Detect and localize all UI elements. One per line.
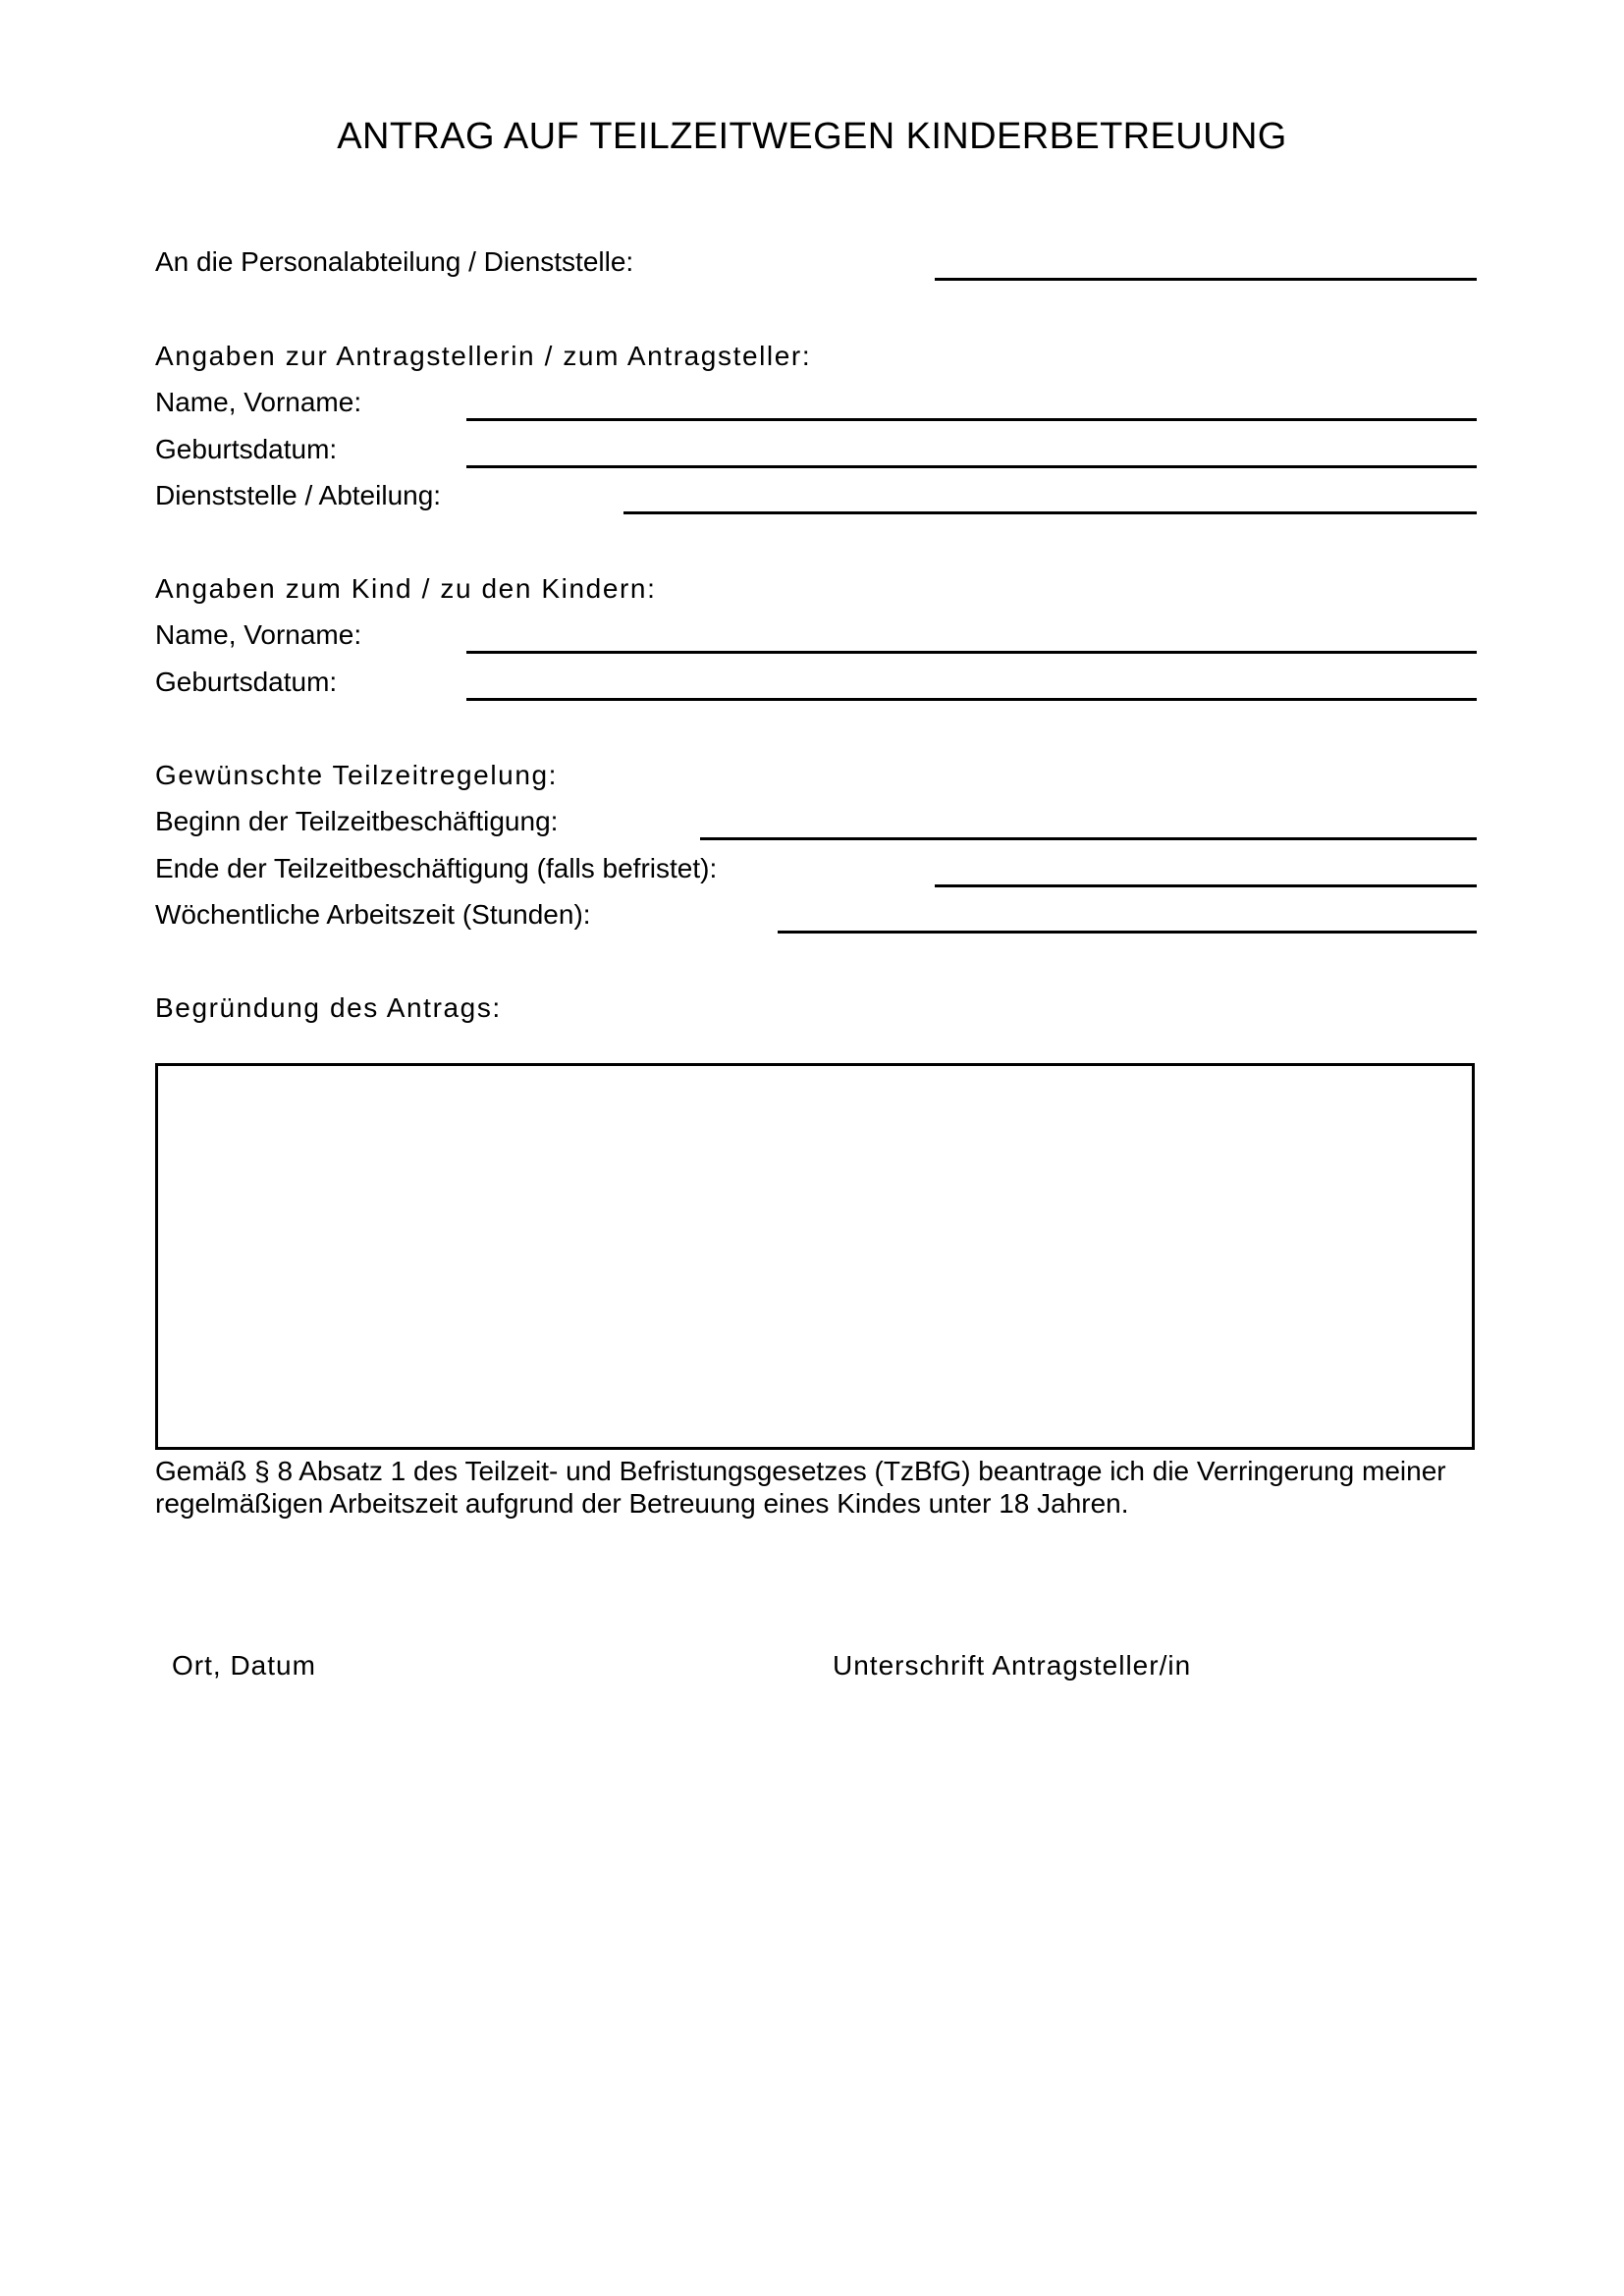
- child-birthdate-label: Geburtsdatum:: [155, 667, 338, 697]
- parttime-hours-label: Wöchentliche Arbeitszeit (Stunden):: [155, 899, 591, 930]
- child-name-label: Name, Vorname:: [155, 619, 362, 650]
- applicant-department-label: Dienststelle / Abteilung:: [155, 480, 442, 510]
- applicant-birthdate-label: Geburtsdatum:: [155, 434, 338, 464]
- parttime-end-field[interactable]: [935, 884, 1477, 887]
- applicant-department-field[interactable]: [623, 511, 1477, 514]
- applicant-name-label: Name, Vorname:: [155, 387, 362, 417]
- applicant-birthdate-field[interactable]: [466, 465, 1477, 468]
- place-date-label: Ort, Datum: [172, 1650, 316, 1681]
- parttime-end-label: Ende der Teilzeitbeschäftigung (falls befristet):: [155, 853, 718, 883]
- recipient-field[interactable]: [935, 278, 1477, 281]
- applicant-heading: Angaben zur Antragstellerin / zum Antragsteller:: [155, 341, 812, 371]
- parttime-start-label: Beginn der Teilzeitbeschäftigung:: [155, 806, 559, 836]
- justification-textbox[interactable]: [155, 1063, 1475, 1450]
- recipient-label: An die Personalabteilung / Dienststelle:: [155, 246, 634, 277]
- child-birthdate-field[interactable]: [466, 698, 1477, 701]
- legal-statement: Gemäß § 8 Absatz 1 des Teilzeit- und Befristungsgesetzes (TzBfG) beantrage ich die Verringerung meiner regelmäßigen Arbeitszeit aufgrund der Betreuung eines Kindes unter 18 Jahren.: [155, 1456, 1446, 1519]
- parttime-hours-field[interactable]: [778, 931, 1477, 934]
- child-heading: Angaben zum Kind / zu den Kindern:: [155, 573, 657, 604]
- justification-heading: Begründung des Antrags:: [155, 992, 502, 1023]
- applicant-name-field[interactable]: [466, 418, 1477, 421]
- child-name-field[interactable]: [466, 651, 1477, 654]
- parttime-start-field[interactable]: [700, 837, 1477, 840]
- parttime-heading: Gewünschte Teilzeitregelung:: [155, 760, 559, 790]
- signature-label: Unterschrift Antragsteller/in: [833, 1650, 1192, 1681]
- form-title: ANTRAG AUF TEILZEITWEGEN KINDERBETREUUNG: [337, 116, 1287, 157]
